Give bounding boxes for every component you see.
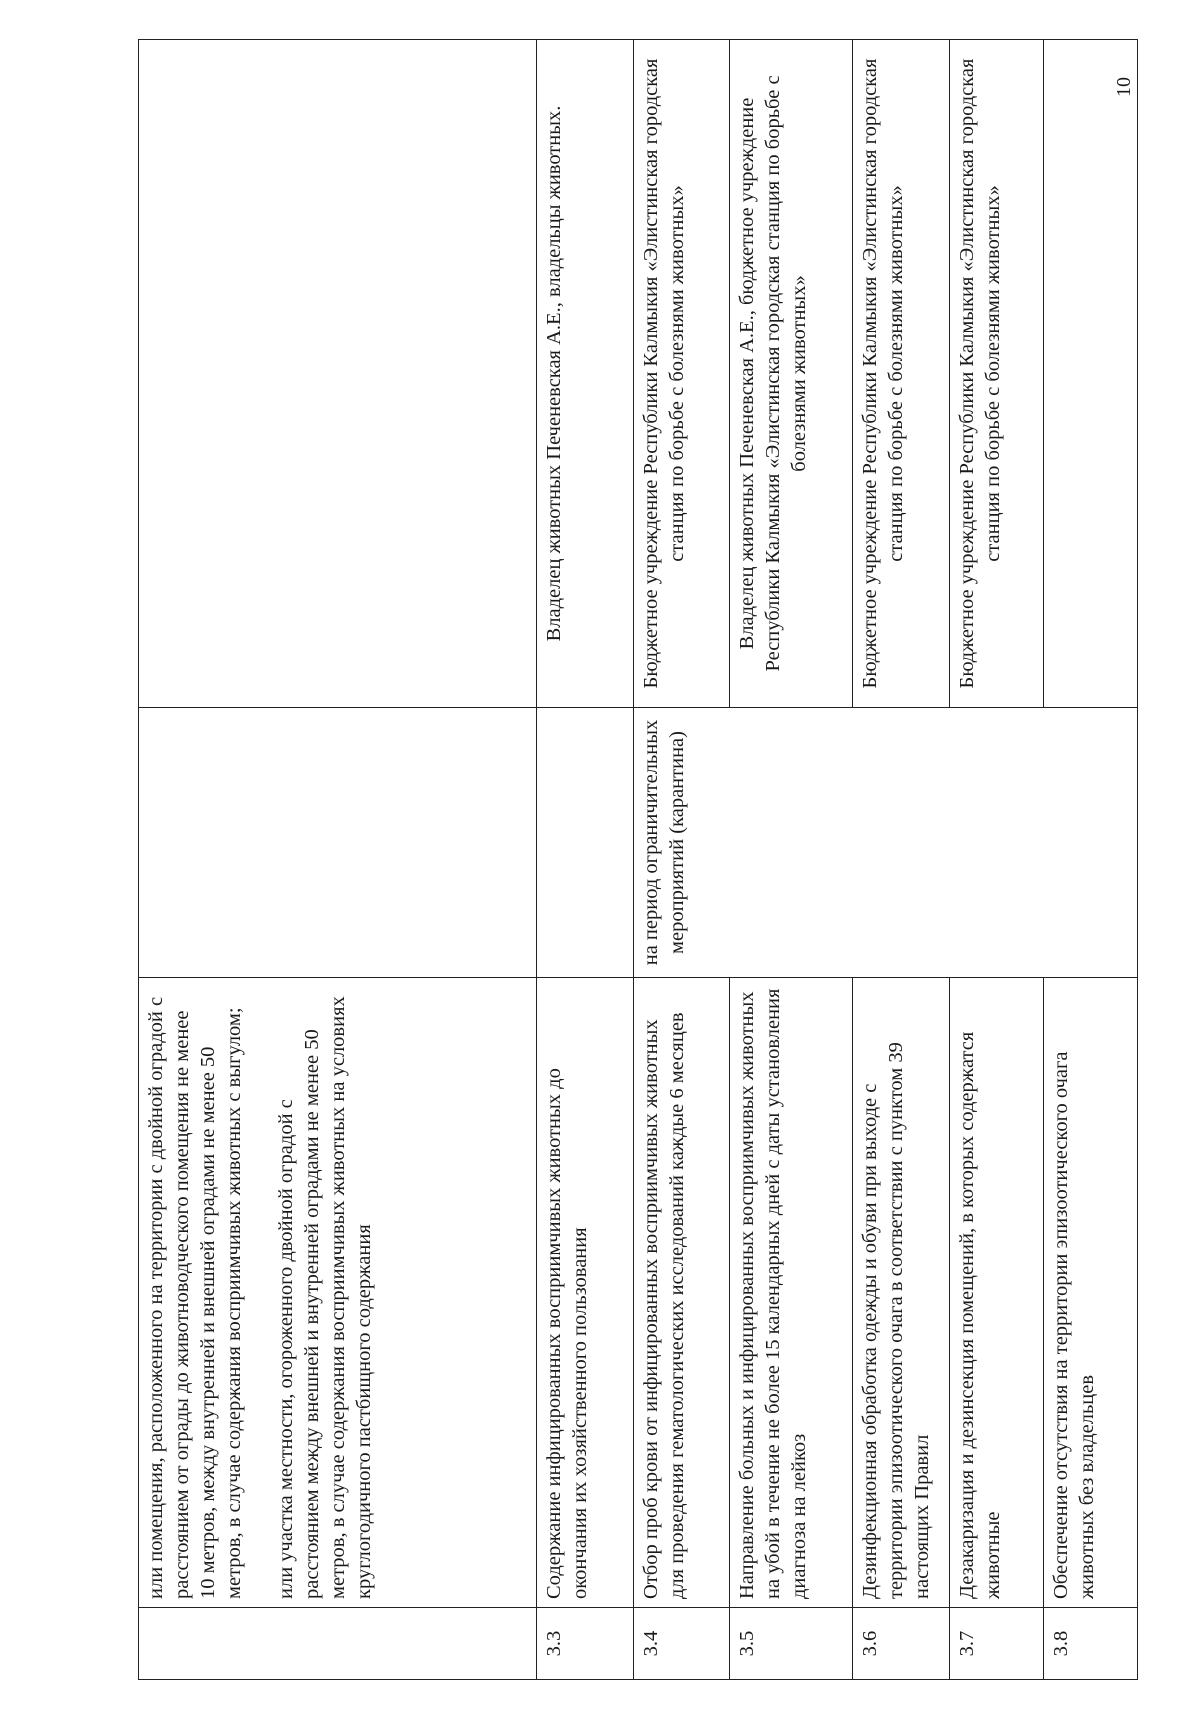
measure-cell: Дезинфекционная обработка одежды и обуви при выходе с территории эпизоотического очага в соответствии с пунктом 39 настоящих Правил	[853, 978, 949, 1608]
row-number-cell: 3.7	[949, 1608, 1043, 1680]
executor-cell	[139, 40, 537, 708]
executor-cell: Владелец животных Печеневская А.Е., бюджетное учреждение Республики Калмыкия «Элистинская городская станция по борьбе с болезнями животных»	[730, 40, 853, 708]
executor-cell: Владелец животных Печеневская А.Е., владельцы животных.	[537, 40, 633, 708]
row-number-cell: 3.3	[537, 1608, 633, 1680]
measure-cell: Дезакаризация и дезинсекция помещений, в которых содержатся животные	[949, 978, 1043, 1608]
executor-cell: Бюджетное учреждение Республики Калмыкия «Элистинская городская станция по борьбе с болезнями животных»	[853, 40, 949, 708]
executor-cell	[1043, 40, 1137, 708]
measures-table	[138, 39, 1138, 1680]
measure-cell: Содержание инфицированных восприимчивых животных до окончания их хозяйственного пользования	[537, 978, 633, 1608]
row-number-cell	[139, 1608, 537, 1680]
page-number: 10	[1113, 77, 1135, 97]
row-number-cell: 3.8	[1043, 1608, 1137, 1680]
table-row	[633, 40, 729, 1680]
measure-cell: Отбор проб крови от инфицированных восприимчивых животных для проведения гематологических исследований каждые 6 месяцев	[633, 978, 729, 1608]
term-cell	[139, 708, 537, 978]
measure-text-part-2: или участка местности, огороженного двойной оградой с расстоянием между внешней и внутренней оградами не менее 50 метров, в случае содержания восприимчивых животных на условиях круглогодичного пастбищного содержания	[275, 996, 376, 1599]
measure-text-part-1: или помещения, расположенного на территории с двойной оградой с расстоянием от ограды до животноводческого помещения не менее 10 метров, между внутренней и внешней оградами не менее 50 метров, в случае содержания восприимчивых животных с выгулом;	[145, 996, 246, 1599]
row-number-cell: 3.4	[633, 1608, 729, 1680]
measure-cell	[139, 978, 537, 1608]
measure-cell: Обеспечение отсутствия на территории эпизоотического очага животных без владельцев	[1043, 978, 1137, 1608]
term-cell	[537, 708, 633, 978]
row-number-cell: 3.5	[730, 1608, 853, 1680]
table-row-continuation	[139, 40, 537, 1680]
measure-cell: Направление больных и инфицированных восприимчивых животных на убой в течение не более 15 календарных дней с даты установления диагноза на лейкоз	[730, 978, 853, 1608]
row-number-cell: 3.6	[853, 1608, 949, 1680]
table-row	[537, 40, 633, 1680]
rotated-table-wrapper	[138, 40, 1138, 1680]
executor-cell: Бюджетное учреждение Республики Калмыкия «Элистинская городская станция по борьбе с болезнями животных»	[633, 40, 729, 708]
term-cell-merged: на период ограничительных мероприятий (карантина)	[633, 708, 1137, 978]
executor-cell: Бюджетное учреждение Республики Калмыкия «Элистинская городская станция по борьбе с болезнями животных»	[949, 40, 1043, 708]
